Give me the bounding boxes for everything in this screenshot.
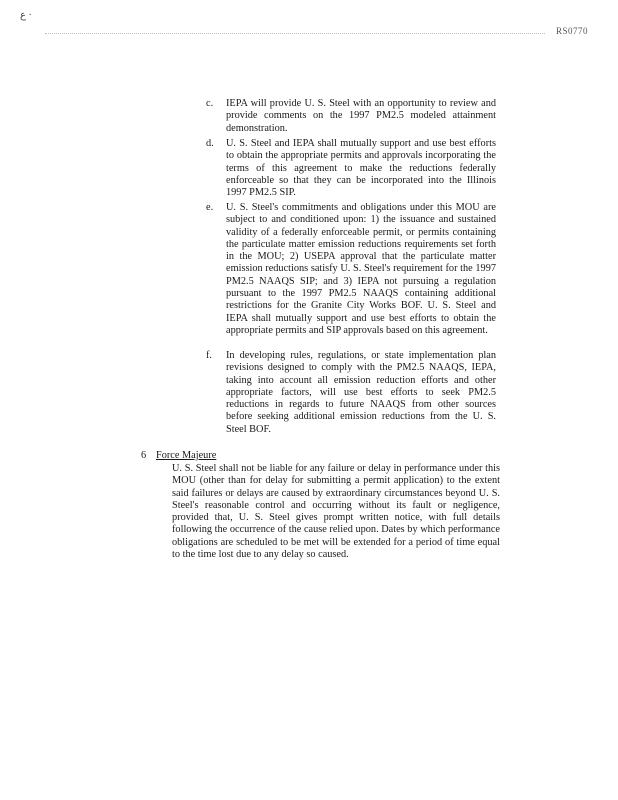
list-marker: e. [206, 202, 214, 213]
force-majeure-paragraph: U. S. Steel shall not be liable for any failure or delay in performance under this MOU (other than for delay for submitting a permit application) to the extent said failures or delays are caused by extraordinary circumstances beyond U. S. Steel's reasonable control and occurring without its fault or negligence, provided that, U. S. Steel gives prompt written notice, with full details following the occurrence of the cause relied upon. Dates by which performance obligations are scheduled to be met will be extended for a period of time equal to the time lost due to any delay so caused. [172, 463, 500, 561]
list-item-text: In developing rules, regulations, or state implementation plan revisions designed to comply with the PM2.5 NAAQS, IEPA, taking into account all emission reduction efforts and other appropriate factors, will use best efforts to seek PM2.5 reductions in regards to future NAAQS from other sources before seeking additional emission reductions from the U. S. Steel BOF. [226, 350, 496, 435]
header-rule [45, 33, 545, 35]
list-item-text: IEPA will provide U. S. Steel with an opportunity to review and provide comments on the 1997 PM2.5 modeled attainment demonstration. [226, 98, 496, 134]
scan-mark: ع · [20, 10, 32, 21]
list-marker: d. [206, 138, 214, 149]
list-item-text: U. S. Steel's commitments and obligations under this MOU are subject to and conditioned upon: 1) the issuance and sustained validity of a federally enforceable permit, or permits containing the particulate matter emission reductions requirements set forth in the MOU; 2) USEPA approval that the particulate matter emission reductions satisfy U. S. Steel's requirement for the 1997 PM2.5 NAAQS SIP; and 3) IEPA not pursuing a regulation pursuant to the 1997 PM2.5 NAAQS containing additional restrictions for the Granite City Works BOF. U. S. Steel and IEPA shall mutually support and use best efforts to obtain the appropriate permits and SIP approvals based on this agreement. [226, 202, 496, 336]
list-item-text: U. S. Steel and IEPA shall mutually support and use best efforts to obtain the appropriate permits and approvals incorporating the terms of this agreement to make the reductions federally enforceable so that they can be incorporated into the Illinois 1997 PM2.5 SIP. [226, 138, 496, 199]
section-title: Force Majeure [156, 450, 217, 461]
document-id: RS0770 [555, 26, 588, 36]
list-marker: c. [206, 98, 214, 109]
section-number: 6 [141, 450, 147, 461]
list-marker: f. [206, 350, 213, 361]
